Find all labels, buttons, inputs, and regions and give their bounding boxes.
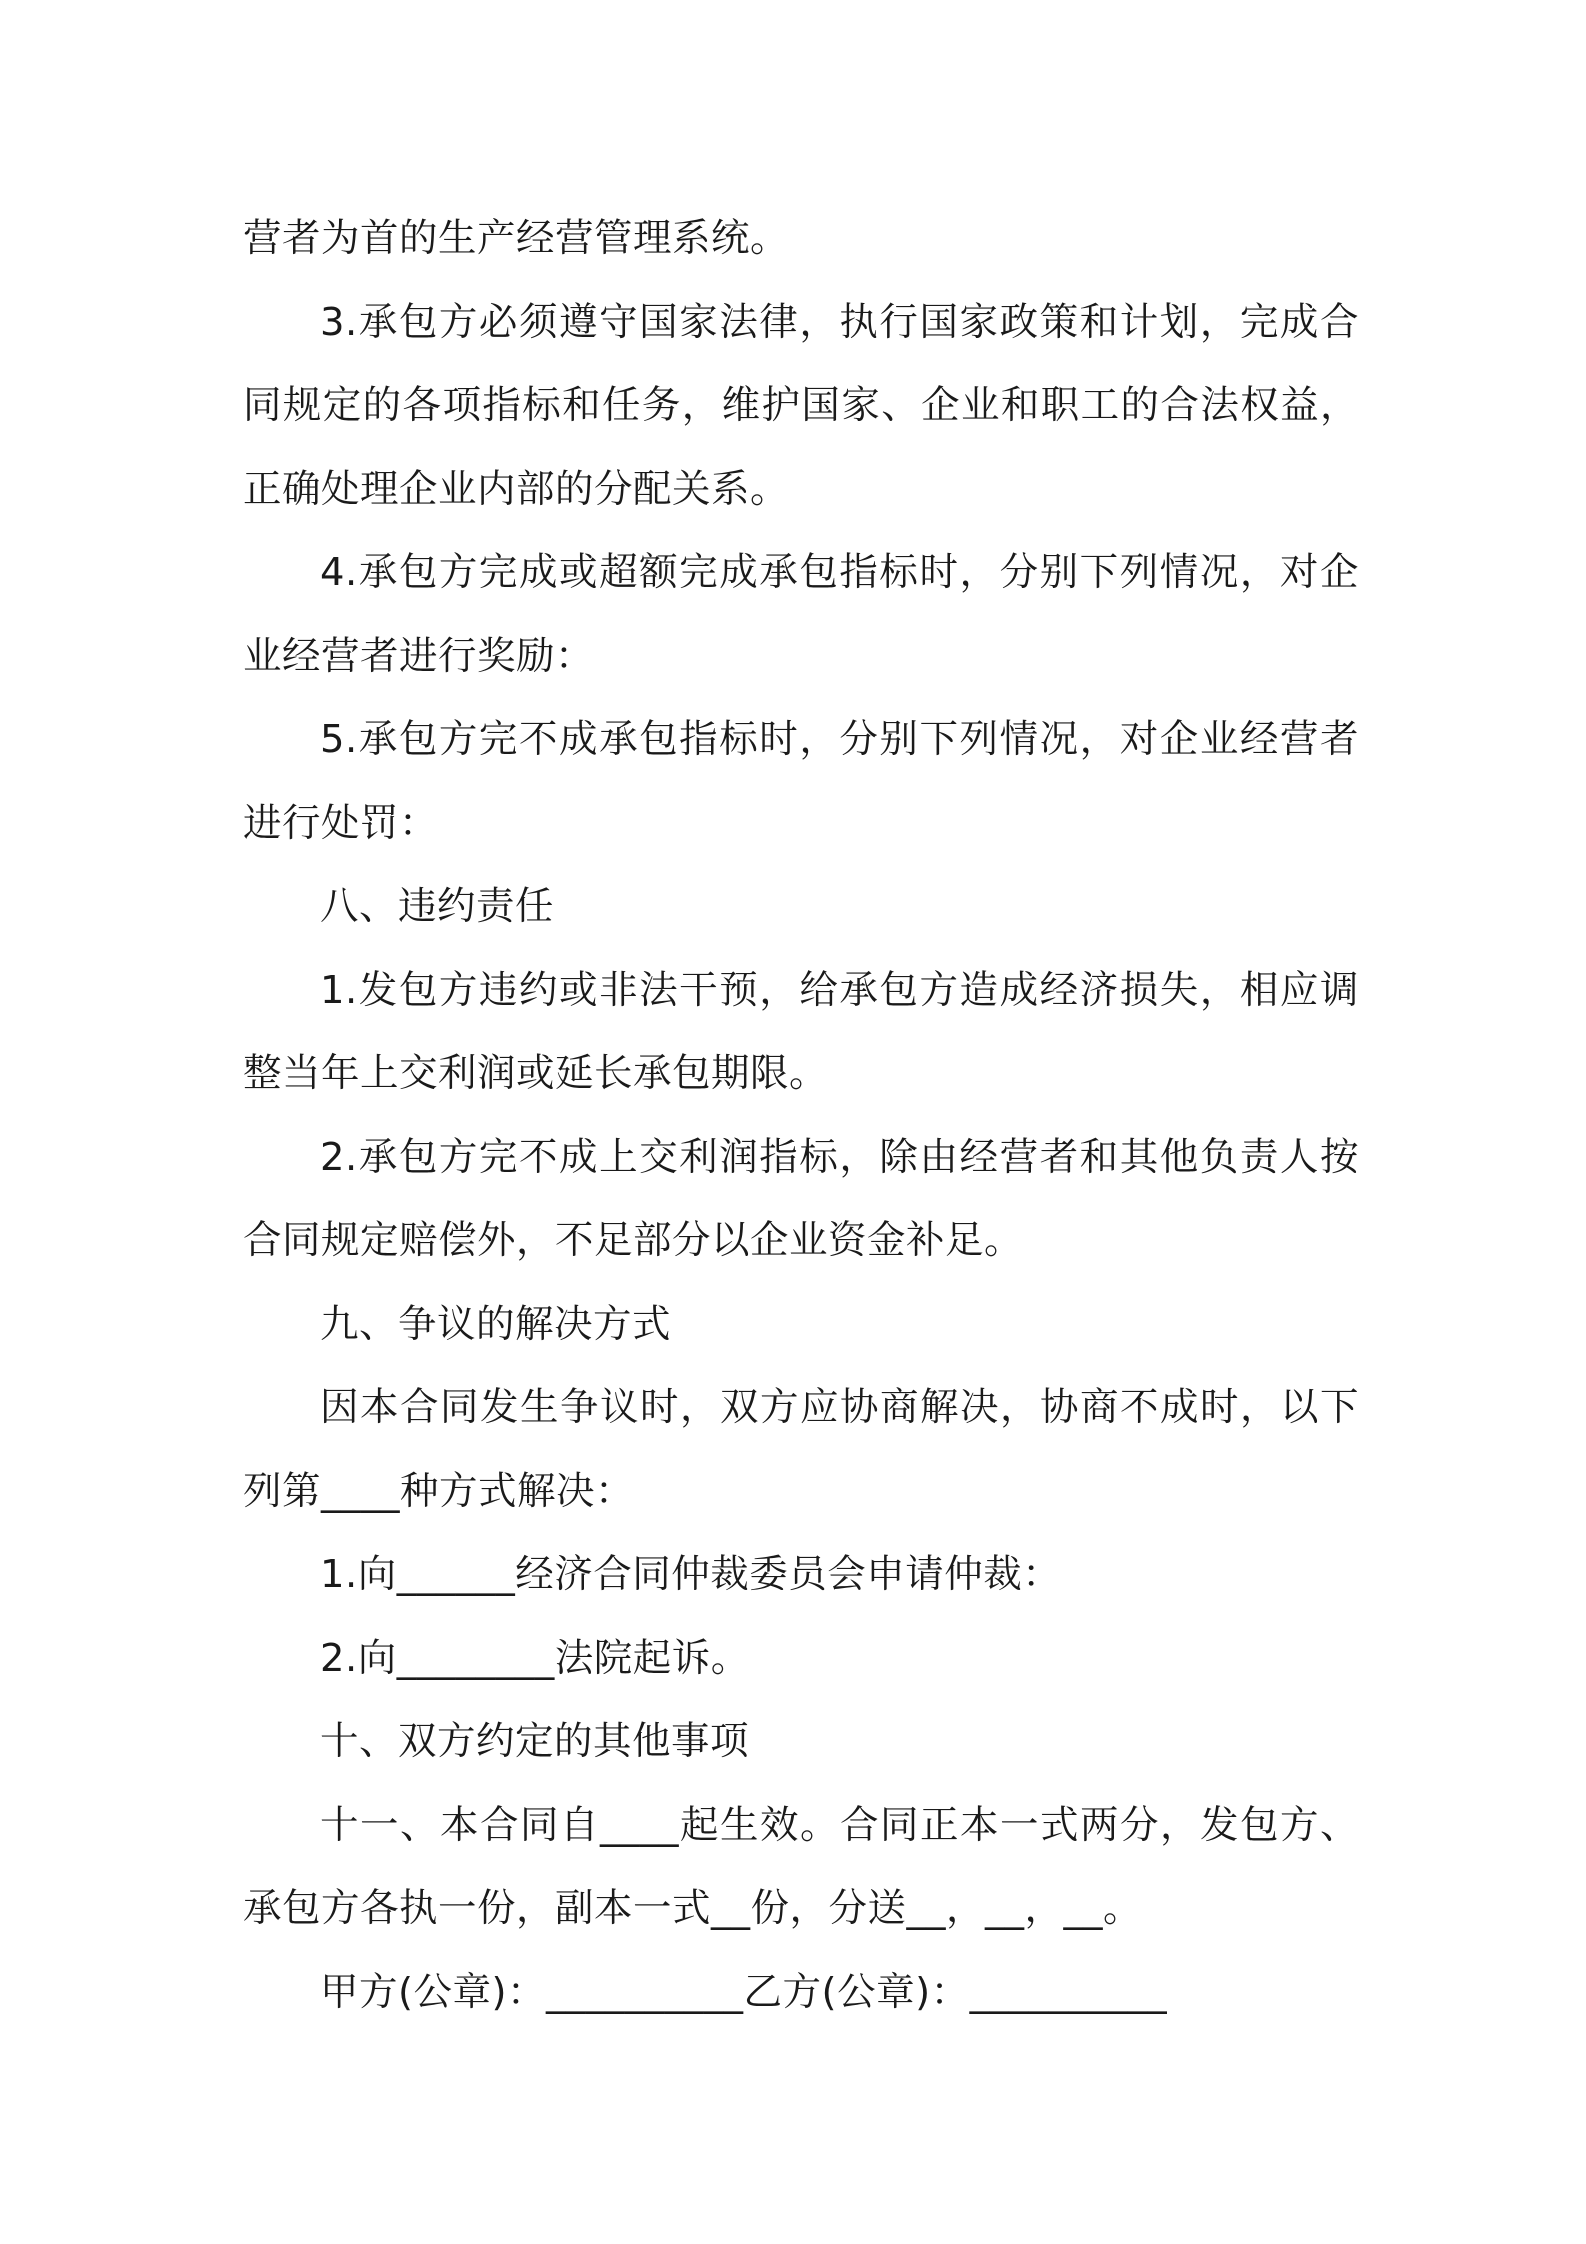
breach-clause-1: 1.发包方违约或非法干预，给承包方造成经济损失，相应调整当年上交利润或延长承包期限。 (243, 967, 1359, 1096)
section-heading-other: 十、双方约定的其他事项 (320, 1719, 750, 1764)
section-effective: 十一、本合同自____起生效。合同正本一式两分，发包方、承包方各执一份，副本一式__份，分送__，__，__。 (243, 1802, 1359, 1931)
clause-5: 5.承包方完不成承包指标时，分别下列情况，对企业经营者进行处罚： (243, 717, 1359, 846)
dispute-option-1: 1.向______经济合同仲裁委员会申请仲裁： (320, 1552, 1062, 1597)
paragraph-continuation: 营者为首的生产经营管理系统。 (243, 216, 790, 261)
party-a-label: 甲方(公章)： (320, 1969, 547, 2015)
clause-3: 3.承包方必须遵守国家法律，执行国家政策和计划，完成合同规定的各项指标和任务，维护国家、企业和职工的合法权益，正确处理企业内部的分配关系。 (243, 299, 1359, 512)
party-b-blank: __________ (969, 1969, 1168, 2015)
dispute-intro: 因本合同发生争议时，双方应协商解决，协商不成时，以下列第____种方式解决： (243, 1385, 1359, 1514)
party-b-label: 乙方(公章)： (743, 1969, 970, 2015)
section-heading-dispute: 九、争议的解决方式 (320, 1301, 672, 1347)
party-a-blank: __________ (546, 1969, 744, 2015)
section-heading-breach: 八、违约责任 (320, 884, 555, 929)
dispute-option-2: 2.向________法院起诉。 (320, 1635, 750, 1681)
clause-4: 4.承包方完成或超额完成承包指标时，分别下列情况，对企业经营者进行奖励： (243, 550, 1359, 679)
signature-line (243, 1951, 1359, 2035)
contract-body (243, 197, 1359, 2034)
breach-clause-2: 2.承包方完不成上交利润指标，除由经营者和其他负责人按合同规定赔偿外，不足部分以企业资金补足。 (243, 1134, 1359, 1263)
